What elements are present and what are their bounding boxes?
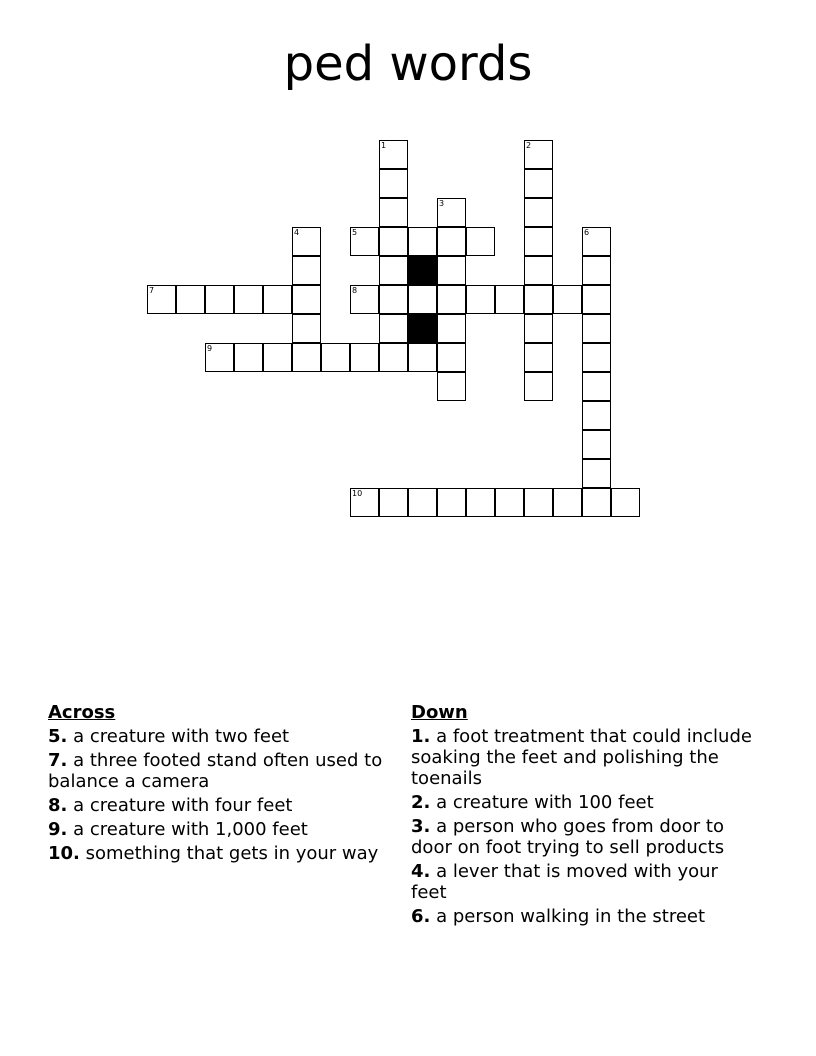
grid-cell[interactable]	[408, 285, 437, 314]
grid-cell[interactable]	[292, 285, 321, 314]
clue-text: a person who goes from door to door on foot trying to sell products	[411, 816, 725, 858]
grid-cell[interactable]	[379, 488, 408, 517]
down-clue	[411, 816, 756, 858]
clue-text: a lever that is moved with your feet	[411, 861, 718, 903]
grid-cell[interactable]	[379, 343, 408, 372]
grid-cell[interactable]	[495, 488, 524, 517]
grid-cell[interactable]	[234, 285, 263, 314]
grid-cell[interactable]	[263, 343, 292, 372]
clue-number: 1	[381, 141, 387, 150]
across-clue	[48, 795, 393, 816]
grid-cell[interactable]	[321, 343, 350, 372]
across-clue	[48, 750, 393, 792]
grid-cell[interactable]	[524, 227, 553, 256]
down-heading: Down	[411, 702, 468, 723]
grid-cell[interactable]	[379, 227, 408, 256]
grid-cell[interactable]	[408, 488, 437, 517]
clue-num: 9.	[48, 819, 68, 840]
grid-cell[interactable]	[379, 285, 408, 314]
grid-cell[interactable]	[292, 343, 321, 372]
across-heading: Across	[48, 702, 116, 723]
grid-cell[interactable]	[350, 285, 379, 314]
clue-num: 2.	[411, 792, 431, 813]
grid-cell[interactable]	[524, 140, 553, 169]
grid-cell[interactable]	[582, 343, 611, 372]
grid-cell[interactable]	[205, 343, 234, 372]
grid-cell[interactable]	[408, 227, 437, 256]
down-clues	[411, 702, 756, 930]
clue-number: 7	[149, 286, 155, 295]
grid-cell[interactable]	[582, 401, 611, 430]
clue-text: a foot treatment that could include soaking the feet and polishing the toenails	[411, 726, 752, 789]
clue-text: a creature with two feet	[67, 726, 290, 747]
grid-block-cell	[408, 256, 437, 285]
clue-number: 9	[207, 344, 213, 353]
grid-cell[interactable]	[524, 285, 553, 314]
clue-text: a creature with four feet	[67, 795, 293, 816]
grid-cell[interactable]	[495, 285, 524, 314]
grid-cell[interactable]	[524, 343, 553, 372]
grid-cell[interactable]	[292, 227, 321, 256]
grid-cell[interactable]	[582, 314, 611, 343]
grid-cell[interactable]	[292, 314, 321, 343]
grid-cell[interactable]	[437, 343, 466, 372]
grid-cell[interactable]	[147, 285, 176, 314]
grid-cell[interactable]	[350, 227, 379, 256]
clue-num: 8.	[48, 795, 68, 816]
grid-cell[interactable]	[408, 343, 437, 372]
grid-cell[interactable]	[437, 227, 466, 256]
down-clue	[411, 792, 756, 813]
across-clue	[48, 819, 393, 840]
clue-num: 7.	[48, 750, 68, 771]
across-clue	[48, 726, 393, 747]
clue-num: 5.	[48, 726, 68, 747]
grid-cell[interactable]	[611, 488, 640, 517]
grid-cell[interactable]	[466, 285, 495, 314]
clue-number: 8	[352, 286, 358, 295]
grid-cell[interactable]	[350, 343, 379, 372]
grid-cell[interactable]	[437, 314, 466, 343]
grid-cell[interactable]	[437, 488, 466, 517]
grid-cell[interactable]	[176, 285, 205, 314]
grid-cell[interactable]	[582, 256, 611, 285]
grid-cell[interactable]	[582, 285, 611, 314]
clue-num: 6.	[411, 906, 431, 927]
grid-block-cell	[408, 314, 437, 343]
grid-cell[interactable]	[582, 372, 611, 401]
down-clue	[411, 861, 756, 903]
clue-number: 4	[294, 228, 300, 237]
clue-num: 10.	[48, 843, 80, 864]
grid-cell[interactable]	[582, 459, 611, 488]
clue-text: a person walking in the street	[430, 906, 706, 927]
clue-text: something that gets in your way	[79, 843, 379, 864]
grid-cell[interactable]	[437, 285, 466, 314]
grid-cell[interactable]	[379, 314, 408, 343]
grid-cell[interactable]	[379, 198, 408, 227]
grid-cell[interactable]	[466, 227, 495, 256]
grid-cell[interactable]	[205, 285, 234, 314]
grid-cell[interactable]	[379, 256, 408, 285]
across-clues	[48, 702, 393, 867]
grid-cell[interactable]	[350, 488, 379, 517]
grid-cell[interactable]	[466, 488, 495, 517]
clue-number: 6	[584, 228, 590, 237]
grid-cell[interactable]	[437, 372, 466, 401]
clue-number: 3	[439, 199, 445, 208]
across-clue	[48, 843, 393, 864]
clue-number: 5	[352, 228, 358, 237]
clue-number: 2	[526, 141, 532, 150]
grid-cell[interactable]	[437, 256, 466, 285]
grid-cell[interactable]	[524, 488, 553, 517]
clue-text: a creature with 100 feet	[430, 792, 654, 813]
clue-number: 10	[352, 489, 363, 498]
grid-cell[interactable]	[553, 488, 582, 517]
grid-cell[interactable]	[379, 169, 408, 198]
grid-cell[interactable]	[524, 314, 553, 343]
clue-text: a three footed stand often used to balance a camera	[48, 750, 383, 792]
grid-cell[interactable]	[582, 227, 611, 256]
grid-cell[interactable]	[582, 488, 611, 517]
clue-num: 3.	[411, 816, 431, 837]
clue-num: 4.	[411, 861, 431, 882]
grid-cell[interactable]	[524, 169, 553, 198]
grid-cell[interactable]	[524, 198, 553, 227]
down-clue	[411, 906, 756, 927]
grid-cell[interactable]	[524, 256, 553, 285]
page-title: ped words	[283, 36, 533, 92]
clue-text: a creature with 1,000 feet	[67, 819, 308, 840]
grid-cell[interactable]	[437, 198, 466, 227]
grid-cell[interactable]	[234, 343, 263, 372]
grid-cell[interactable]	[292, 256, 321, 285]
down-clue	[411, 726, 756, 789]
grid-cell[interactable]	[524, 372, 553, 401]
grid-cell[interactable]	[379, 140, 408, 169]
clue-num: 1.	[411, 726, 431, 747]
grid-cell[interactable]	[582, 430, 611, 459]
grid-cell[interactable]	[553, 285, 582, 314]
grid-cell[interactable]	[263, 285, 292, 314]
